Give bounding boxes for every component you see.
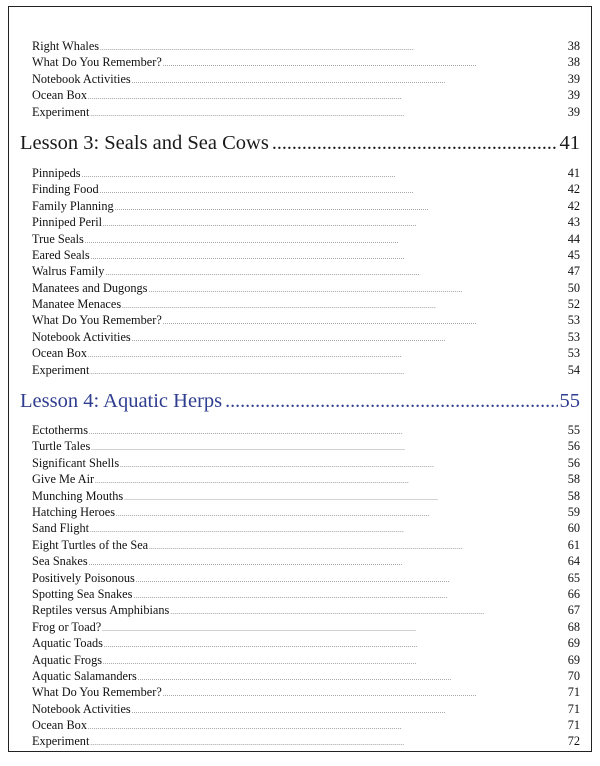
entry-page: 39 — [567, 88, 580, 103]
toc-group-lesson-3 — [32, 165, 580, 378]
entry-page: 44 — [567, 231, 580, 246]
entry-page: 53 — [567, 313, 580, 328]
toc-entry — [32, 263, 580, 279]
entry-page: 66 — [567, 586, 580, 601]
entry-page: 58 — [567, 472, 580, 487]
toc-entry — [32, 701, 580, 717]
entry-page: 56 — [567, 439, 580, 454]
entry-title: Sea Snakes — [32, 554, 88, 569]
toc-entry — [32, 652, 580, 668]
entry-page: 38 — [567, 55, 580, 70]
toc-entry — [32, 602, 580, 618]
entry-page: 61 — [567, 537, 580, 552]
entry-title: Notebook Activities — [32, 71, 131, 86]
toc-entry — [32, 553, 580, 569]
lesson-title: Lesson 4: Aquatic Herps — [20, 390, 223, 413]
entry-title: Hatching Heroes — [32, 504, 115, 519]
toc-entry — [32, 668, 580, 684]
entry-title: Aquatic Salamanders — [32, 668, 137, 683]
entry-title: Spotting Sea Snakes — [32, 586, 133, 601]
entry-title: Experiment — [32, 734, 90, 749]
entry-page: 71 — [567, 685, 580, 700]
entry-title: Notebook Activities — [32, 329, 131, 344]
toc-entry — [32, 87, 580, 103]
toc-entry — [32, 438, 580, 454]
toc-entry — [32, 684, 580, 700]
entry-page: 72 — [567, 734, 580, 749]
toc-entry — [32, 488, 580, 504]
entry-page: 41 — [567, 165, 580, 180]
toc-entry — [32, 104, 580, 120]
entry-page: 71 — [567, 701, 580, 716]
entry-title: Pinnipeds — [32, 165, 81, 180]
toc-entry — [32, 181, 580, 197]
dot-leader — [272, 130, 558, 156]
entry-page: 70 — [567, 668, 580, 683]
entry-title: Sand Flight — [32, 521, 90, 536]
entry-page: 58 — [567, 488, 580, 503]
entry-page: 65 — [567, 570, 580, 585]
entry-title: Ectotherms — [32, 423, 89, 438]
entry-page: 69 — [567, 652, 580, 667]
entry-page: 64 — [567, 554, 580, 569]
toc-entry — [32, 717, 580, 733]
entry-title: Family Planning — [32, 198, 114, 213]
entry-page: 71 — [567, 718, 580, 733]
entry-title: Ocean Box — [32, 718, 87, 733]
entry-title: True Seals — [32, 231, 84, 246]
toc-entry — [32, 247, 580, 263]
entry-page: 39 — [567, 71, 580, 86]
toc-entry — [32, 619, 580, 635]
toc-entry — [32, 520, 580, 536]
toc-entry — [32, 635, 580, 651]
entry-page: 45 — [567, 247, 580, 262]
toc-entry — [32, 345, 580, 361]
toc-entry — [32, 586, 580, 602]
dot-leader — [90, 362, 565, 381]
entry-title: What Do You Remember? — [32, 55, 162, 70]
toc-entry — [32, 165, 580, 181]
entry-title: Ocean Box — [32, 88, 87, 103]
lesson-3-heading — [20, 130, 580, 156]
entry-title: Eight Turtles of the Sea — [32, 537, 149, 552]
entry-page: 50 — [567, 280, 580, 295]
dot-leader — [225, 388, 557, 414]
toc-entry — [32, 54, 580, 70]
entry-title: What Do You Remember? — [32, 313, 162, 328]
toc-entry — [32, 733, 580, 749]
toc-entry — [32, 214, 580, 230]
entry-title: Give Me Air — [32, 472, 95, 487]
entry-page: 55 — [567, 423, 580, 438]
entry-title: Ocean Box — [32, 346, 87, 361]
entry-title: Frog or Toad? — [32, 619, 102, 634]
entry-page: 69 — [567, 636, 580, 651]
entry-page: 47 — [567, 264, 580, 279]
entry-title: Manatee Menaces — [32, 297, 122, 312]
entry-page: 67 — [567, 603, 580, 618]
entry-title: Eared Seals — [32, 247, 90, 262]
toc-entry — [32, 504, 580, 520]
toc-entry — [32, 455, 580, 471]
toc-entry — [32, 231, 580, 247]
entry-page: 42 — [567, 182, 580, 197]
toc-entry — [32, 280, 580, 296]
entry-page: 38 — [567, 39, 580, 53]
toc-entry — [32, 362, 580, 378]
entry-page: 59 — [567, 504, 580, 519]
entry-page: 54 — [567, 362, 580, 377]
toc-entry — [32, 71, 580, 87]
entry-title: Reptiles versus Amphibians — [32, 603, 170, 618]
entry-title: Experiment — [32, 362, 90, 377]
entry-title: Significant Shells — [32, 455, 120, 470]
toc-group-lesson-2-tail — [32, 38, 580, 120]
entry-page: 53 — [567, 346, 580, 361]
toc-entry — [32, 471, 580, 487]
entry-page: 52 — [567, 297, 580, 312]
dot-leader — [90, 733, 565, 752]
entry-title: Munching Mouths — [32, 488, 124, 503]
entry-title: What Do You Remember? — [32, 685, 162, 700]
entry-title: Manatees and Dugongs — [32, 280, 148, 295]
entry-title: Experiment — [32, 104, 90, 119]
entry-page: 60 — [567, 521, 580, 536]
entry-title: Aquatic Frogs — [32, 652, 103, 667]
entry-page: 42 — [567, 198, 580, 213]
toc-entry — [32, 422, 580, 438]
entry-title: Turtle Tales — [32, 439, 91, 454]
lesson-page: 55 — [559, 390, 580, 413]
toc-entry — [32, 38, 580, 54]
toc-entry — [32, 198, 580, 214]
lesson-4-heading — [20, 388, 580, 414]
entry-page: 68 — [567, 619, 580, 634]
toc-page — [8, 6, 592, 752]
entry-title: Finding Food — [32, 182, 99, 197]
entry-page: 53 — [567, 329, 580, 344]
dot-leader — [90, 104, 565, 123]
toc-entry — [32, 570, 580, 586]
entry-title: Right Whales — [32, 39, 100, 53]
toc-entry — [32, 329, 580, 345]
entry-title: Positively Poisonous — [32, 570, 135, 585]
entry-title: Pinniped Peril — [32, 215, 103, 230]
entry-title: Aquatic Toads — [32, 636, 103, 651]
entry-page: 56 — [567, 455, 580, 470]
toc-entry — [32, 312, 580, 328]
entry-page: 43 — [567, 215, 580, 230]
entry-page: 39 — [567, 104, 580, 119]
toc-entry — [32, 537, 580, 553]
toc-entry — [32, 296, 580, 312]
lesson-title: Lesson 3: Seals and Sea Cows — [20, 131, 269, 154]
entry-title: Notebook Activities — [32, 701, 131, 716]
lesson-page: 41 — [559, 131, 580, 154]
toc-group-lesson-4 — [32, 422, 580, 750]
entry-title: Walrus Family — [32, 264, 105, 279]
